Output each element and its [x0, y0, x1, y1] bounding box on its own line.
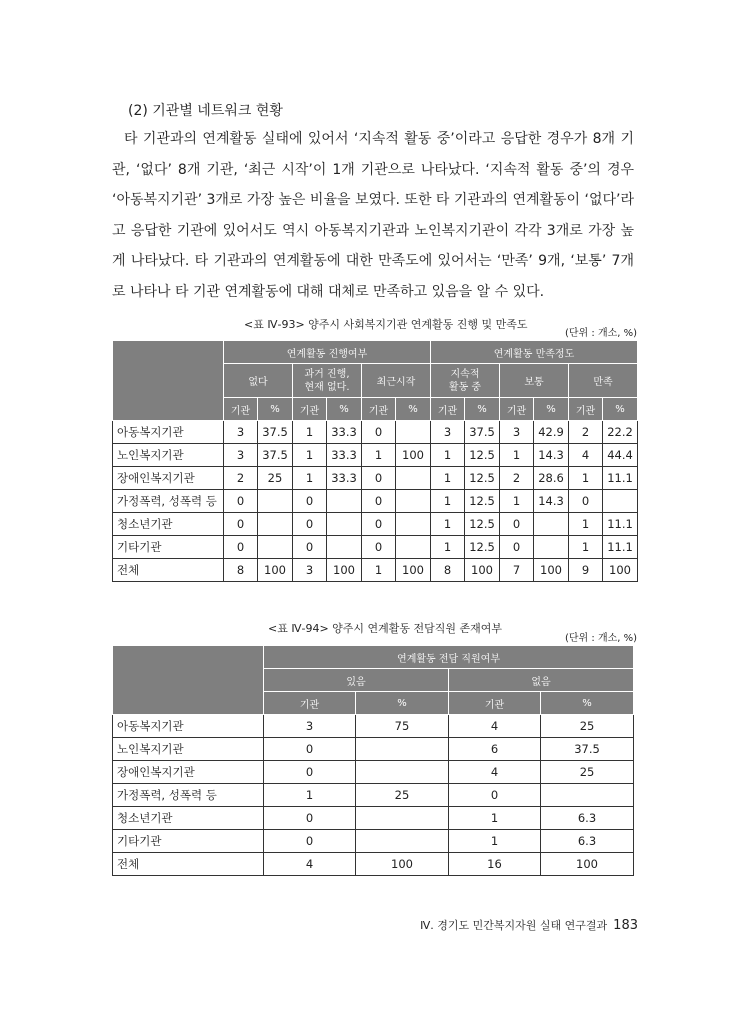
table-row — [113, 513, 638, 536]
table-row — [113, 761, 634, 784]
table-cell — [534, 536, 569, 559]
table-cell: 75 — [356, 715, 449, 738]
table-cell: 1 — [293, 444, 327, 467]
table1-col-header: % — [465, 398, 500, 421]
table-cell: 2 — [569, 421, 603, 444]
table-cell: 37.5 — [258, 421, 293, 444]
table-cell: 0 — [362, 490, 396, 513]
table-cell: 6 — [449, 738, 541, 761]
table-cell — [396, 467, 431, 490]
row-label: 기타기관 — [113, 536, 224, 559]
table-row — [113, 467, 638, 490]
table-cell: 22.2 — [603, 421, 638, 444]
table-cell: 1 — [431, 536, 465, 559]
table1-caption: <표 Ⅳ-93> 양주시 사회복지기관 연계활동 진행 및 만족도 — [244, 318, 528, 331]
table-cell — [396, 536, 431, 559]
table-cell: 25 — [258, 467, 293, 490]
table1-sub-none: 없다 — [224, 364, 293, 398]
row-label: 가정폭력, 성폭력 등 — [113, 490, 224, 513]
row-label: 노인복지기관 — [113, 738, 264, 761]
table1-sub-normal: 보통 — [500, 364, 569, 398]
table-cell: 14.3 — [534, 490, 569, 513]
table-cell: 1 — [449, 830, 541, 853]
table-cell: 100 — [465, 559, 500, 582]
table1-col-header: 기관 — [431, 398, 465, 421]
table2-col-header: % — [541, 692, 634, 715]
page-footer — [420, 917, 638, 933]
table-cell: 1 — [293, 421, 327, 444]
table-cell: 3 — [224, 444, 258, 467]
table-cell: 0 — [362, 421, 396, 444]
table-cell: 100 — [603, 559, 638, 582]
row-label: 가정폭력, 성폭력 등 — [113, 784, 264, 807]
table-cell: 33.3 — [327, 444, 362, 467]
table-cell: 11.1 — [603, 513, 638, 536]
table-cell — [541, 784, 634, 807]
table-cell: 100 — [534, 559, 569, 582]
table-cell: 1 — [362, 444, 396, 467]
table-cell: 2 — [224, 467, 258, 490]
table-cell: 7 — [500, 559, 534, 582]
table-cell — [356, 830, 449, 853]
table1-sub-recent: 최근시작 — [362, 364, 431, 398]
table-cell: 0 — [362, 513, 396, 536]
table-cell: 0 — [293, 536, 327, 559]
table-cell: 3 — [264, 715, 356, 738]
table1-col-header: 기관 — [224, 398, 258, 421]
table-cell: 3 — [224, 421, 258, 444]
page-number: 183 — [613, 918, 638, 933]
paragraph-text: 타 기관과의 연계활동 실태에 있어서 ‘지속적 활동 중’이라고 응답한 경우가 8개 기관, ‘없다’ 8개 기관, ‘최근 시작’이 1개 기관으로 나타났다. ‘지속적 활동 중’의 경우 ‘아동복지기관’ 3개로 가장 높은 비율을 보였다. 또한 타 기관과의 연계활동이 ‘없다’라고 응답한 기관에 있어서도 역시 아동복지기관과 노인복지기관이 각각 3개로 가장 높게 나타났다. 타 기관과의 연계활동에 대한 만족도에 있어서는 ‘만족’ 9개, ‘보통’ 7개로 나타나 타 기관 연계활동에 대해 대체로 만족하고 있음을 알 수 있다. — [112, 131, 634, 300]
table1-group1: 연계활동 진행여부 — [224, 341, 431, 364]
table-cell: 37.5 — [541, 738, 634, 761]
table-cell: 25 — [356, 784, 449, 807]
table2-col-header: % — [356, 692, 449, 715]
table2 — [112, 645, 634, 876]
table-cell: 6.3 — [541, 830, 634, 853]
row-label: 청소년기관 — [113, 807, 264, 830]
table-cell: 11.1 — [603, 467, 638, 490]
table-cell: 8 — [224, 559, 258, 582]
table-cell: 11.1 — [603, 536, 638, 559]
row-label: 아동복지기관 — [113, 421, 224, 444]
table2-sub-yes: 있음 — [264, 669, 449, 692]
row-label: 노인복지기관 — [113, 444, 224, 467]
table-cell — [327, 513, 362, 536]
table-cell: 100 — [327, 559, 362, 582]
table-cell: 12.5 — [465, 513, 500, 536]
table-cell: 33.3 — [327, 421, 362, 444]
table1-unit: (단위 : 개소, %) — [565, 328, 638, 339]
table-cell: 2 — [500, 467, 534, 490]
table-cell — [258, 513, 293, 536]
table-cell — [396, 421, 431, 444]
table-cell: 100 — [258, 559, 293, 582]
table-cell: 12.5 — [465, 490, 500, 513]
table-cell: 1 — [431, 513, 465, 536]
table-cell: 37.5 — [465, 421, 500, 444]
table-cell: 42.9 — [534, 421, 569, 444]
table-cell: 0 — [224, 536, 258, 559]
table-row — [113, 559, 638, 582]
table-cell: 37.5 — [258, 444, 293, 467]
table-cell: 0 — [362, 536, 396, 559]
table-cell: 25 — [541, 761, 634, 784]
table-cell: 100 — [396, 444, 431, 467]
table-cell: 0 — [224, 490, 258, 513]
table-cell: 8 — [431, 559, 465, 582]
table2-sub-no: 없음 — [449, 669, 634, 692]
table-cell: 4 — [569, 444, 603, 467]
table-row — [113, 536, 638, 559]
table2-group: 연계활동 전담 직원여부 — [264, 646, 634, 669]
row-label: 전체 — [113, 559, 224, 582]
table-cell: 0 — [569, 490, 603, 513]
table-cell: 28.6 — [534, 467, 569, 490]
table-cell: 1 — [569, 467, 603, 490]
table1-sub-satisfied: 만족 — [569, 364, 638, 398]
table2-caption: <표 Ⅳ-94> 양주시 연계활동 전담직원 존재여부 — [268, 622, 503, 635]
table-cell: 0 — [264, 761, 356, 784]
table2-col-header: 기관 — [264, 692, 356, 715]
table-cell: 4 — [264, 853, 356, 876]
table-cell: 1 — [569, 513, 603, 536]
table-cell — [258, 490, 293, 513]
footer-chapter: Ⅳ. 경기도 민간복지자원 실태 연구결과 — [420, 919, 608, 932]
table-row — [113, 444, 638, 467]
row-label: 전체 — [113, 853, 264, 876]
table1 — [112, 340, 638, 582]
table-cell: 3 — [293, 559, 327, 582]
table-cell: 1 — [362, 559, 396, 582]
table-cell: 12.5 — [465, 467, 500, 490]
table-cell: 100 — [541, 853, 634, 876]
table-cell: 0 — [500, 536, 534, 559]
table-cell: 1 — [500, 490, 534, 513]
table-cell: 12.5 — [465, 536, 500, 559]
table1-corner — [113, 341, 224, 421]
table-cell: 1 — [431, 490, 465, 513]
table1-sub-ongoing: 지속적 활동 중 — [431, 364, 500, 398]
table-cell: 6.3 — [541, 807, 634, 830]
table1-col-header: 기관 — [500, 398, 534, 421]
table-cell: 0 — [264, 738, 356, 761]
table-cell: 0 — [449, 784, 541, 807]
row-label: 장애인복지기관 — [113, 761, 264, 784]
table-cell: 1 — [431, 444, 465, 467]
table-row — [113, 830, 634, 853]
table1-col-header: % — [327, 398, 362, 421]
table-cell: 100 — [396, 559, 431, 582]
section-heading: (2) 기관별 네트워크 현황 — [128, 103, 283, 119]
table1-col-header: % — [534, 398, 569, 421]
table-cell: 33.3 — [327, 467, 362, 490]
table-cell: 1 — [264, 784, 356, 807]
row-label: 장애인복지기관 — [113, 467, 224, 490]
table-cell — [534, 513, 569, 536]
table-cell: 25 — [541, 715, 634, 738]
table-cell: 1 — [449, 807, 541, 830]
table-cell: 3 — [500, 421, 534, 444]
table-cell: 0 — [264, 830, 356, 853]
row-label: 기타기관 — [113, 830, 264, 853]
table-cell: 0 — [264, 807, 356, 830]
table-cell: 0 — [224, 513, 258, 536]
table-cell: 0 — [293, 513, 327, 536]
table-row — [113, 807, 634, 830]
table-cell — [396, 490, 431, 513]
table-row — [113, 738, 634, 761]
table-cell: 16 — [449, 853, 541, 876]
table-cell: 3 — [431, 421, 465, 444]
table-cell — [396, 513, 431, 536]
table-row — [113, 784, 634, 807]
table-cell — [356, 738, 449, 761]
table-cell: 0 — [500, 513, 534, 536]
row-label: 청소년기관 — [113, 513, 224, 536]
table-cell: 1 — [500, 444, 534, 467]
table-cell — [327, 536, 362, 559]
table1-col-header: 기관 — [362, 398, 396, 421]
table1-col-header: % — [603, 398, 638, 421]
table-cell: 4 — [449, 761, 541, 784]
table-cell: 12.5 — [465, 444, 500, 467]
table2-col-header: 기관 — [449, 692, 541, 715]
table1-group2: 연계활동 만족정도 — [431, 341, 638, 364]
table1-col-header: 기관 — [293, 398, 327, 421]
table-cell: 1 — [293, 467, 327, 490]
table-cell: 4 — [449, 715, 541, 738]
table-cell: 100 — [356, 853, 449, 876]
table1-col-header: % — [396, 398, 431, 421]
table-cell: 0 — [362, 467, 396, 490]
table-cell: 44.4 — [603, 444, 638, 467]
table-cell: 1 — [569, 536, 603, 559]
table-row — [113, 715, 634, 738]
body-paragraph — [112, 124, 634, 308]
table-cell: 9 — [569, 559, 603, 582]
table-row — [113, 421, 638, 444]
row-label: 아동복지기관 — [113, 715, 264, 738]
table2-corner — [113, 646, 264, 715]
table-cell: 14.3 — [534, 444, 569, 467]
table-cell: 0 — [293, 490, 327, 513]
table-cell — [327, 490, 362, 513]
table-cell: 1 — [431, 467, 465, 490]
table1-sub-past: 과거 진행, 현재 없다. — [293, 364, 362, 398]
table2-unit: (단위 : 개소, %) — [565, 633, 638, 644]
table-cell — [258, 536, 293, 559]
table-row — [113, 853, 634, 876]
table1-col-header: 기관 — [569, 398, 603, 421]
table1-col-header: % — [258, 398, 293, 421]
table-row — [113, 490, 638, 513]
table-cell — [603, 490, 638, 513]
table-cell — [356, 807, 449, 830]
table-cell — [356, 761, 449, 784]
